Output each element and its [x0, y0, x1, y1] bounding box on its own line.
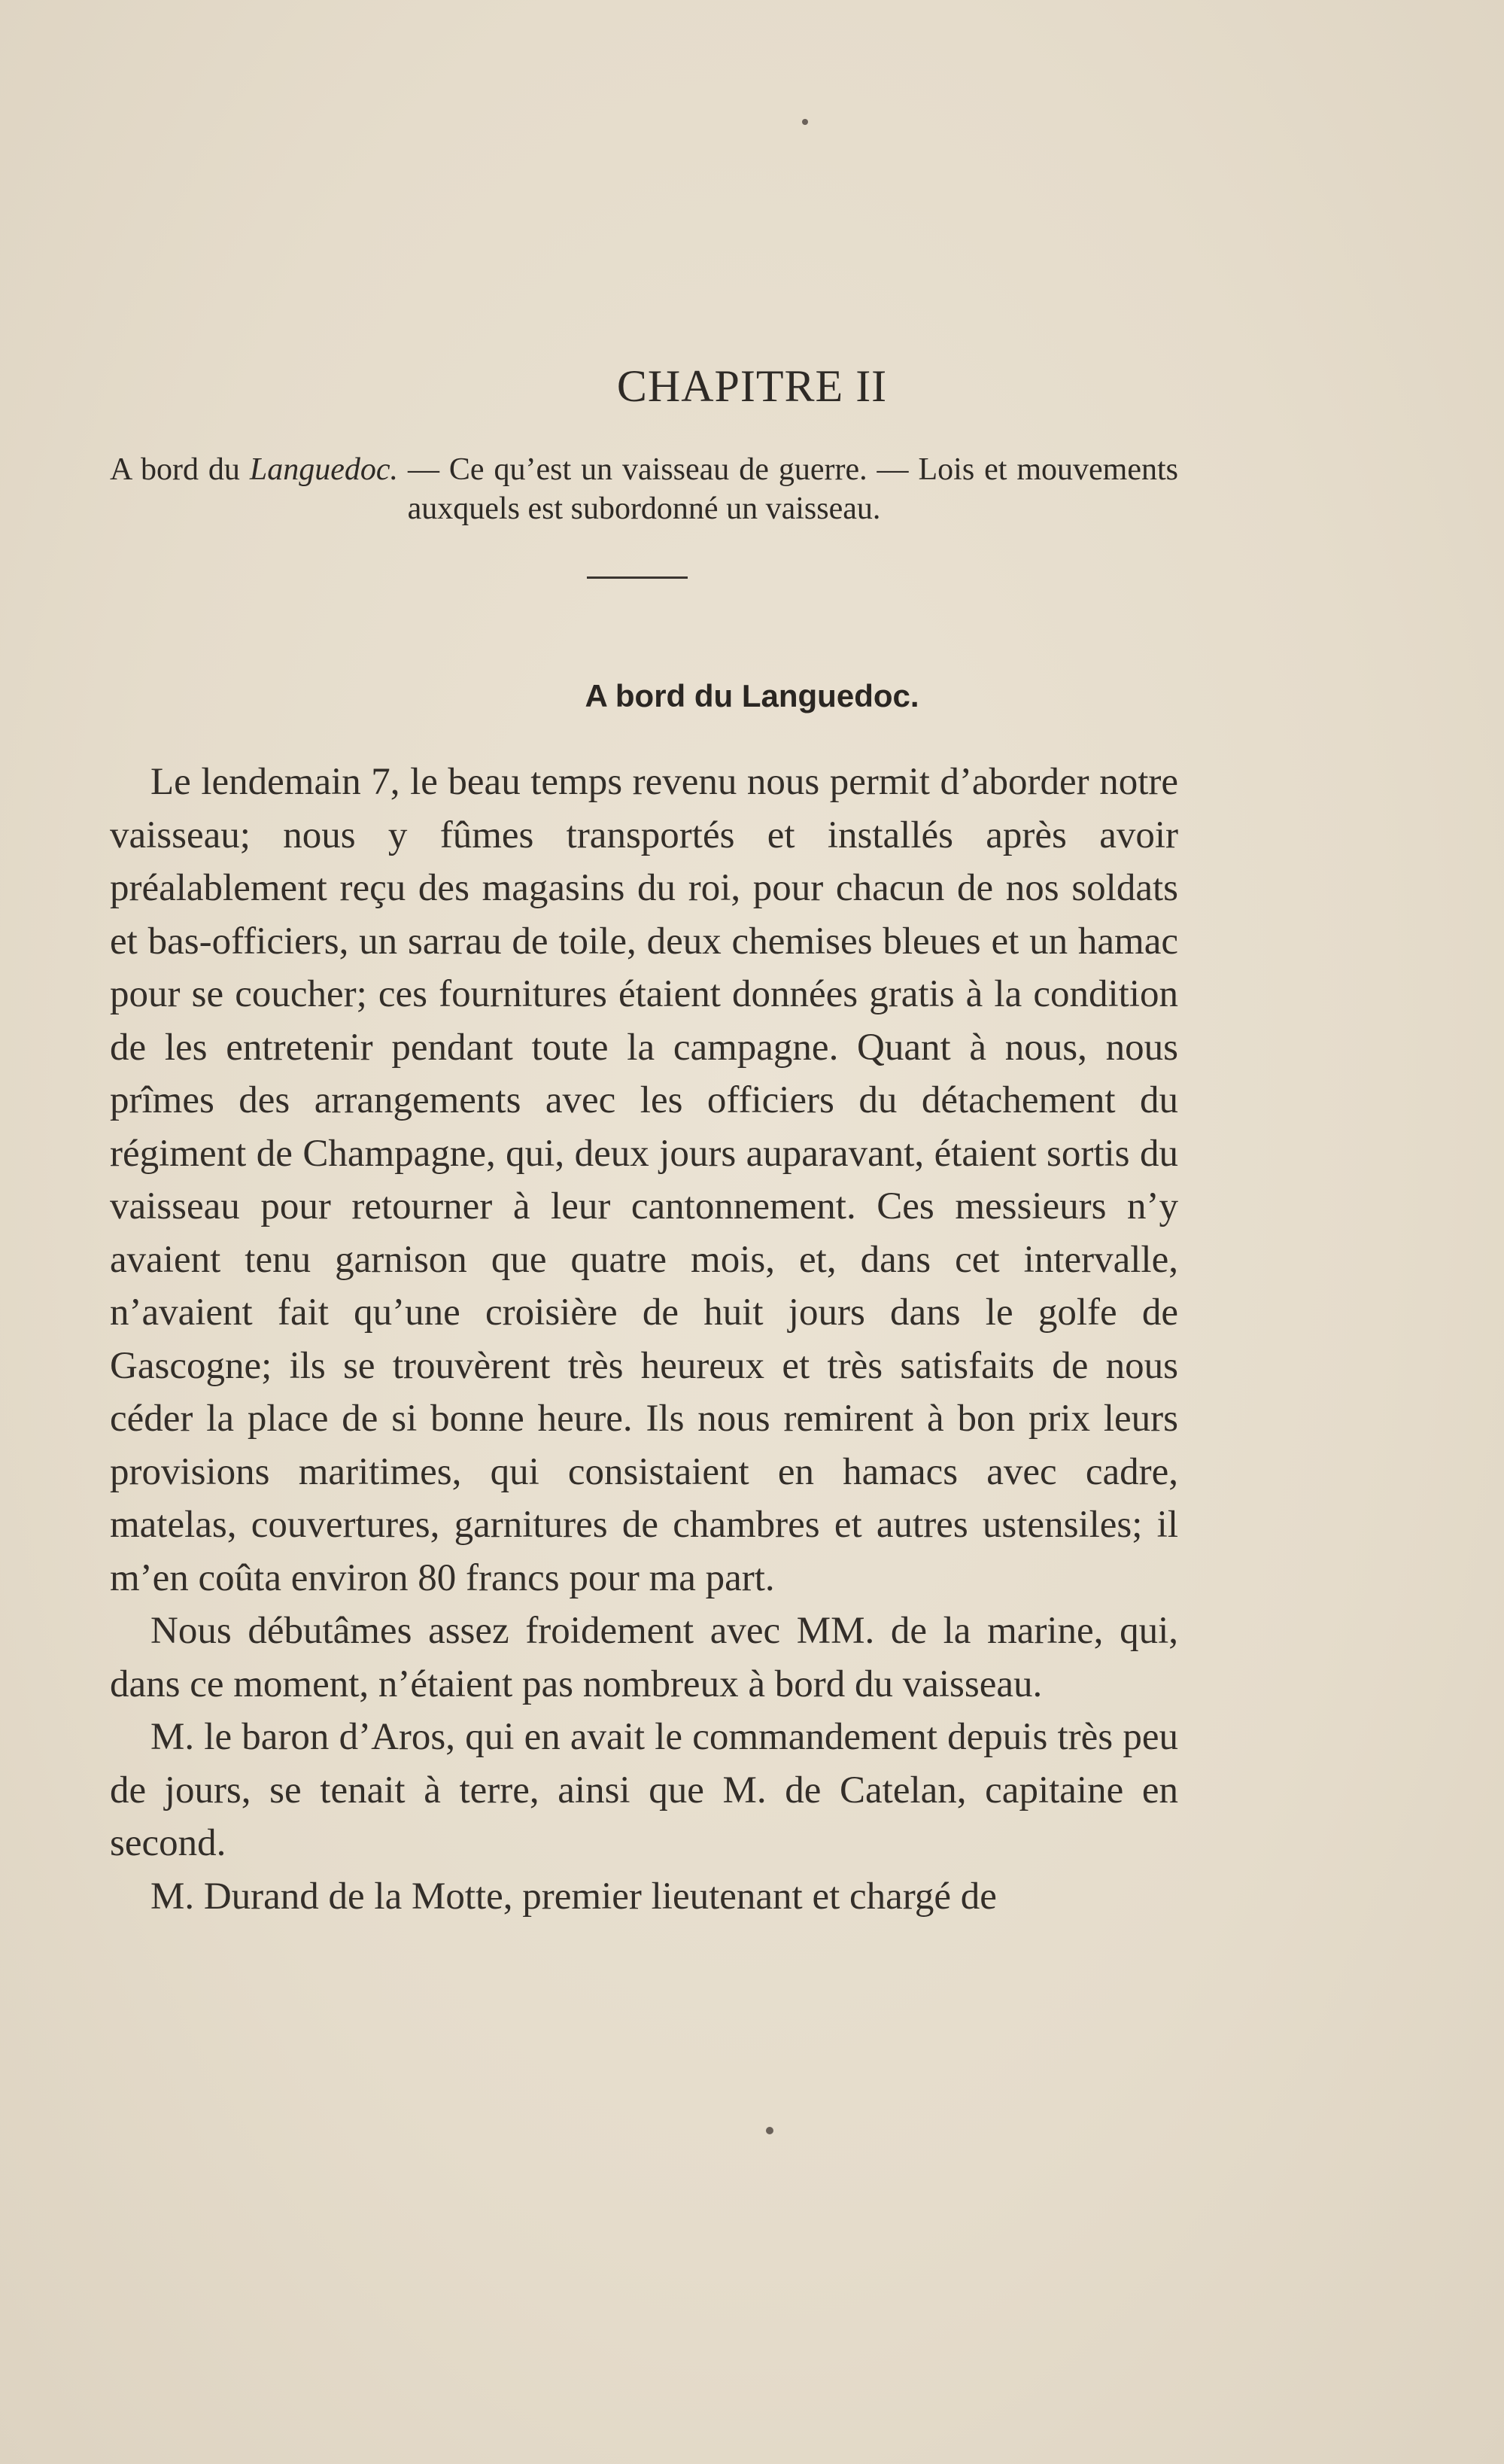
paragraph-3: M. le baron d’Aros, qui en avait le commandement depuis très peu de jours, se tenait à terre, ainsi que M. de Catelan, capitaine en second.	[110, 1716, 1178, 1864]
summary-text-start: A bord du	[110, 452, 250, 487]
paragraph-1: Le lendemain 7, le beau temps revenu nous permit d’aborder notre vaisseau; nous y fûmes transportés et installés après avoir préalablement reçu des magasins du roi, pour chacun de nos soldats et bas-officiers, un sarrau de toile, deux chemises bleues et un hamac pour se coucher; ces fournitures étaient données gratis à la condition de les entretenir pendant toute la campagne. Quant à nous, nous prîmes des arrangements avec les officiers du détachement du régiment de Champagne, qui, deux jours auparavant, étaient sortis du vaisseau pour retourner à leur cantonnement. Ces messieurs n’y avaient tenu garnison que quatre mois, et, dans cet intervalle, n’avaient fait qu’une croisière de huit jours dans le golfe de Gascogne; ils se trouvèrent très heureux et très satisfaits de nous céder la place de si bonne heure. Ils nous remirent à bon prix leurs provisions maritimes, qui consistaient en hamacs avec cadre, matelas, couvertures, garnitures de chambres et autres ustensiles; il m’en coûta environ 80 francs pour ma part.	[110, 761, 1178, 1599]
paper-speck	[802, 119, 808, 125]
paragraph-2: Nous débutâmes assez froidement avec MM. de la marine, qui, dans ce moment, n’étaient pas nombreux à bord du vaisseau.	[110, 1610, 1178, 1705]
section-heading: A bord du Languedoc.	[585, 678, 919, 713]
chapter-summary	[110, 450, 1178, 528]
paragraph-4: M. Durand de la Motte, premier lieutenant et chargé de	[150, 1875, 997, 1918]
summary-ship-name: Languedoc.	[249, 452, 398, 487]
section-divider	[587, 576, 688, 579]
chapter-title: CHAPITRE II	[616, 361, 888, 411]
paper-speck	[766, 2127, 773, 2134]
body-text	[110, 756, 1178, 1923]
summary-text-end: — Ce qu’est un vaisseau de guerre. — Lois et mouvements auxquels est subordonné un vaisseau.	[398, 452, 1179, 526]
